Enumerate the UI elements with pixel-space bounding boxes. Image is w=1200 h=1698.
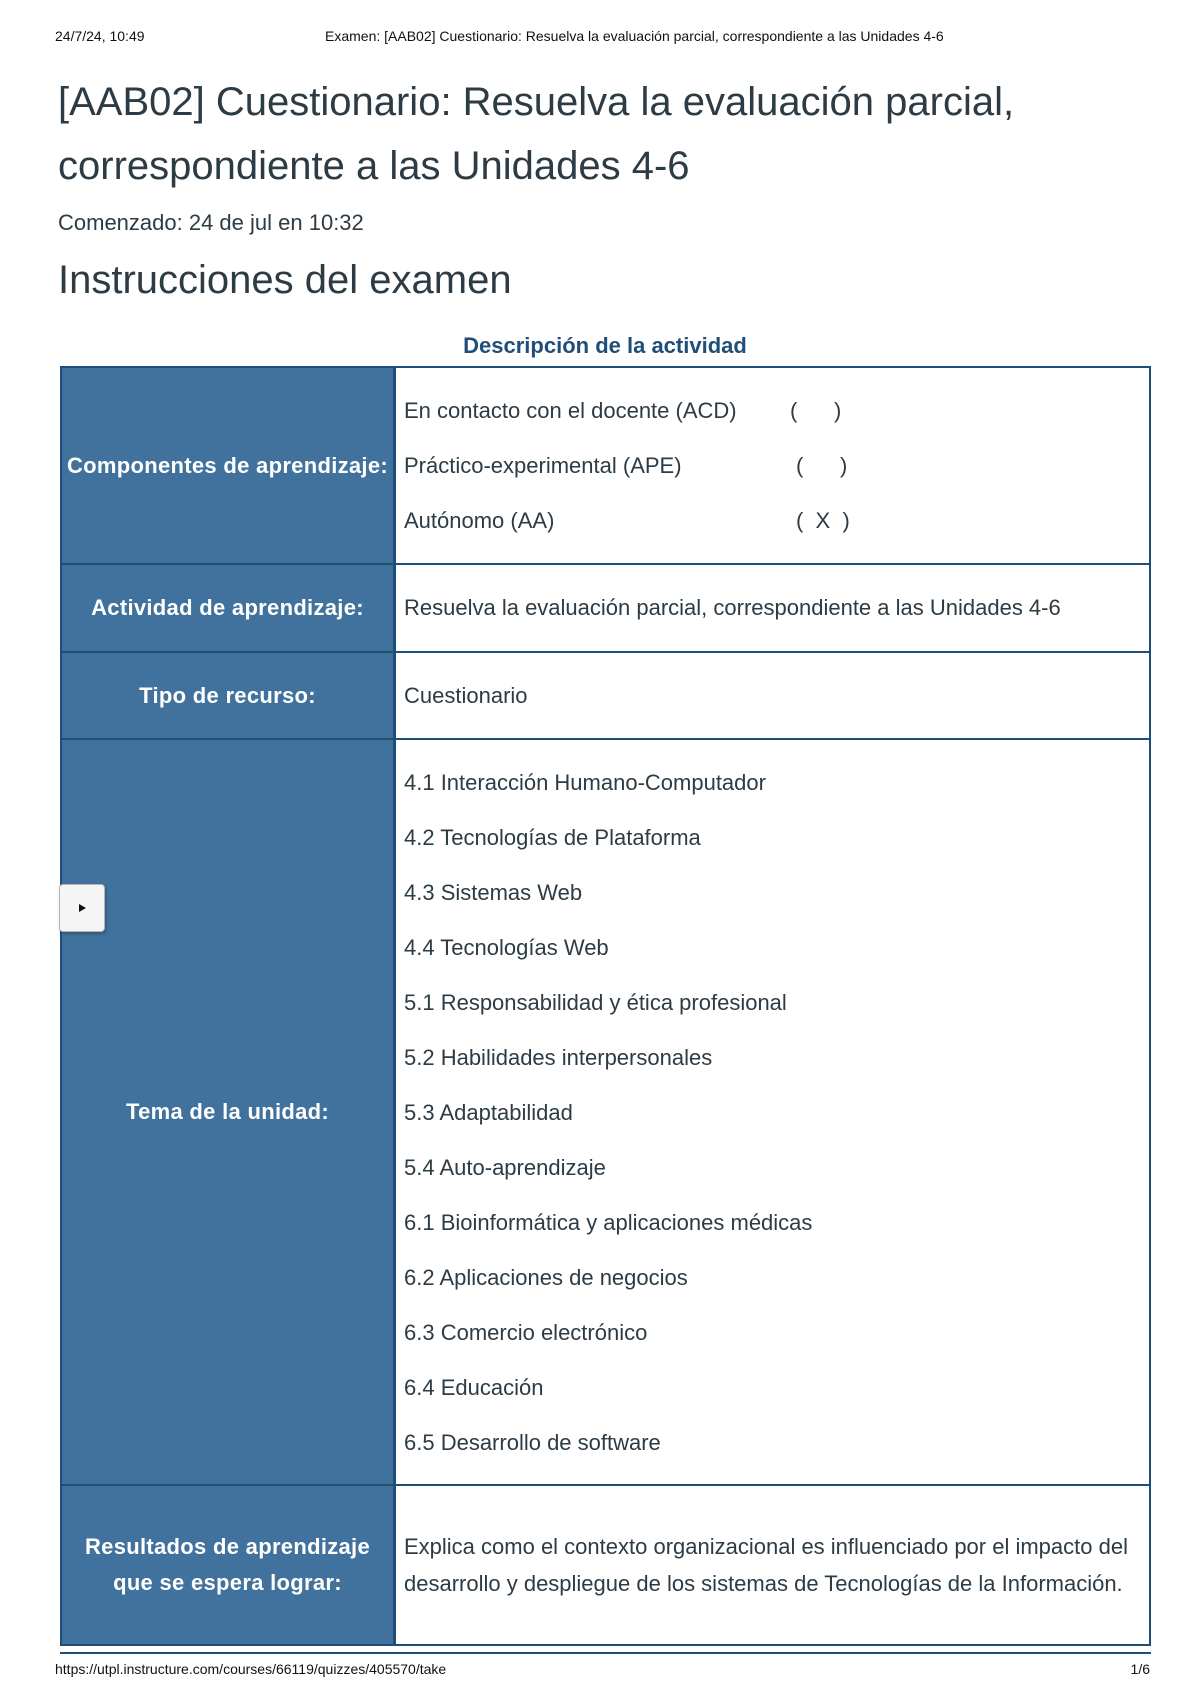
unit-topic-item: 6.1 Bioinformática y aplicaciones médicas: [404, 1209, 813, 1235]
unit-topic-item: 5.1 Responsabilidad y ética profesional: [404, 989, 787, 1015]
unit-topic-item: 6.4 Educación: [404, 1374, 544, 1400]
table-row-learning-outcomes: [61, 1485, 1150, 1645]
print-header: [55, 28, 1145, 48]
activity-label: Actividad de aprendizaje:: [61, 564, 395, 652]
learning-outcomes-label: Resultados de aprendizaje que se espera lograr:: [61, 1485, 395, 1645]
component-acd-mark: ( ): [790, 398, 842, 423]
table-row-unit-topics: [61, 739, 1150, 1485]
table-caption: Descripción de la actividad: [463, 333, 747, 358]
print-url: https://utpl.instructure.com/courses/66119/quizzes/405570/take: [55, 1661, 447, 1677]
component-ape-mark: ( ): [796, 453, 848, 478]
component-acd: [404, 383, 1141, 438]
print-datetime: 24/7/24, 10:49: [55, 28, 145, 44]
table-row-components: [61, 367, 1150, 564]
components-value: [395, 367, 1151, 564]
bottom-divider: [60, 1652, 1151, 1654]
expand-toggle-button[interactable]: [59, 884, 105, 932]
unit-topic-item: 4.2 Tecnologías de Plataforma: [404, 824, 701, 850]
component-ape-name: Práctico-experimental (APE): [404, 453, 682, 478]
unit-topic-item: 6.5 Desarrollo de software: [404, 1429, 661, 1455]
resource-type-label: Tipo de recurso:: [61, 652, 395, 739]
unit-topic-item: 5.2 Habilidades interpersonales: [404, 1044, 713, 1070]
unit-topic-item: 5.4 Auto-aprendizaje: [404, 1154, 606, 1180]
unit-topic-item: 4.3 Sistemas Web: [404, 879, 583, 905]
page-title: [AAB02] Cuestionario: Resuelva la evaluación parcial, correspondiente a las Unidades 4-6: [58, 80, 1015, 188]
resource-type-value: Cuestionario: [395, 652, 1151, 739]
learning-outcomes-value: Explica como el contexto organizacional es influenciado por el impacto del desarrollo y despliegue de los sistemas de Tecnologías de la Información.: [395, 1485, 1151, 1645]
print-page-number: 1/6: [1130, 1661, 1150, 1677]
unit-topic-item: 5.3 Adaptabilidad: [404, 1099, 573, 1125]
component-aa-name: Autónomo (AA): [404, 508, 555, 533]
component-aa: [404, 493, 1141, 548]
unit-topics-value: [395, 739, 1151, 1485]
unit-topic-item: 4.1 Interacción Humano-Computador: [404, 769, 766, 795]
table-row-resource-type: [61, 652, 1150, 739]
activity-value: Resuelva la evaluación parcial, correspondiente a las Unidades 4-6: [395, 564, 1151, 652]
component-aa-mark: ( X ): [796, 508, 850, 533]
unit-topics-label: Tema de la unidad:: [61, 739, 395, 1485]
unit-topic-item: 4.4 Tecnologías Web: [404, 934, 609, 960]
component-acd-name: En contacto con el docente (ACD): [404, 398, 737, 423]
unit-topic-item: 6.3 Comercio electrónico: [404, 1319, 648, 1345]
started-timestamp: Comenzado: 24 de jul en 10:32: [58, 210, 364, 235]
instructions-heading: Instrucciones del examen: [58, 258, 512, 302]
play-arrow-icon: [77, 903, 87, 913]
unit-topic-item: 6.2 Aplicaciones de negocios: [404, 1264, 688, 1290]
components-label: Componentes de aprendizaje:: [61, 367, 395, 564]
print-footer: [55, 1661, 1150, 1681]
print-document-title: Examen: [AAB02] Cuestionario: Resuelva la evaluación parcial, correspondiente a las Unidades 4-6: [325, 28, 944, 44]
component-ape: [404, 438, 1141, 493]
table-row-activity: [61, 564, 1150, 652]
activity-description-table: [60, 366, 1151, 1646]
